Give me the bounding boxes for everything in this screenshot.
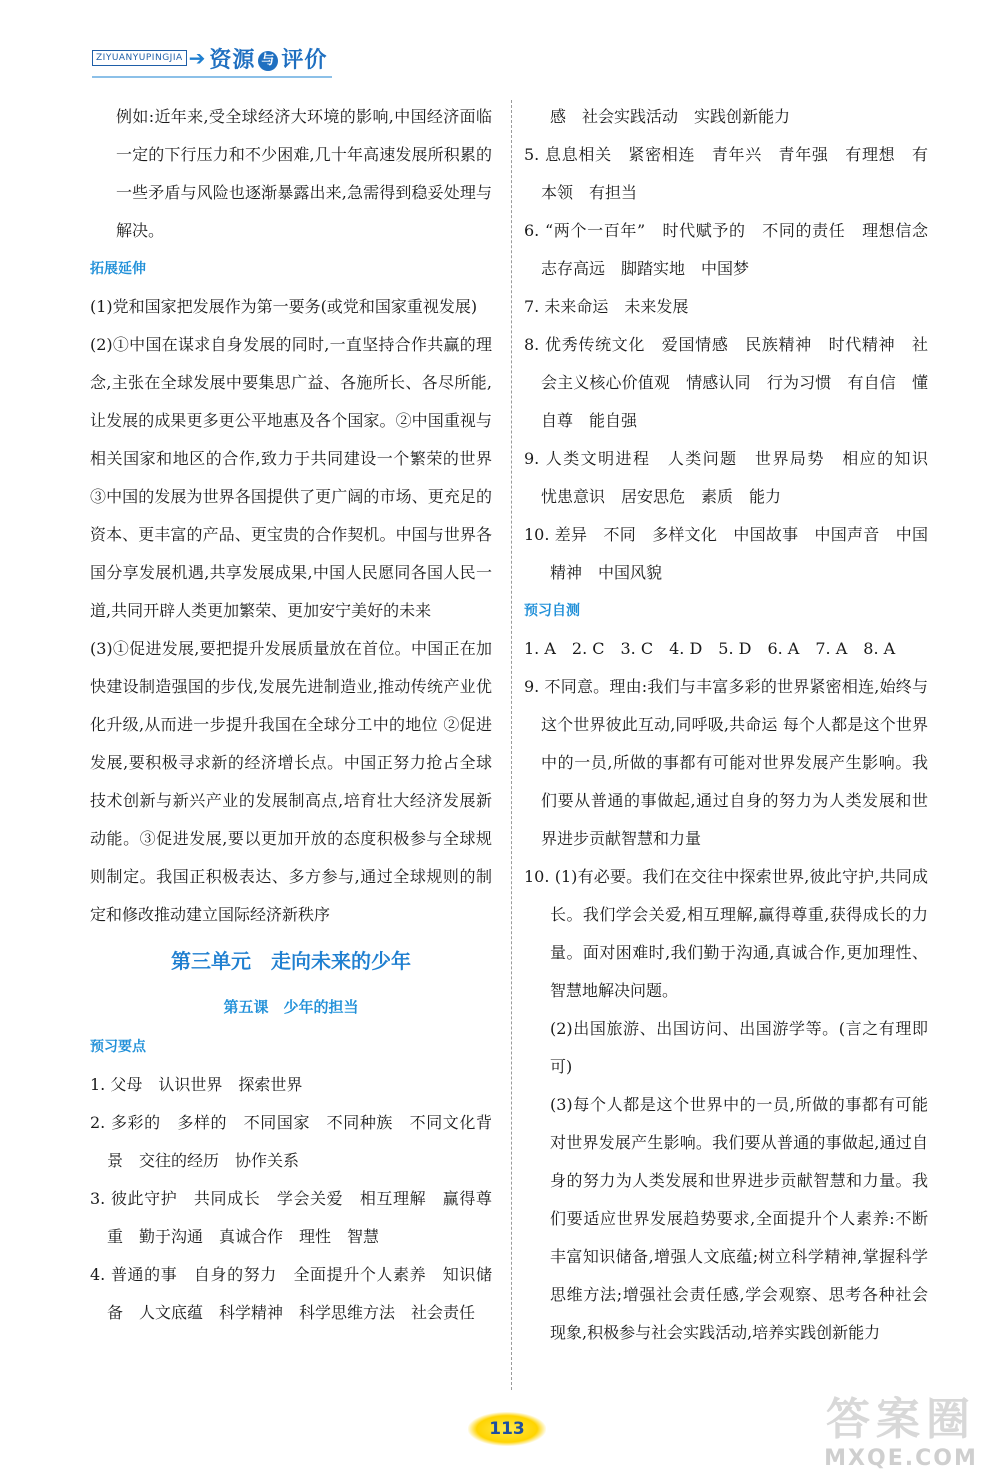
preview-item: 10. 差异 不同 多样文化 中国故事 中国声音 中国精神 中国风貌 <box>524 525 928 582</box>
answer-q10-part1: 10. (1)有必要。我们在交往中探索世界,彼此守护,共同成长。我们学会关爱,相互理解,赢得尊重,获得成长的力量。面对困难时,我们勤于沟通,真诚合作,更加理性、智慧地解决问题。 <box>524 867 928 1000</box>
header-pinyin: ZIYUANYUPINGJIA <box>92 50 187 66</box>
header-yu-badge: 与 <box>258 51 278 71</box>
choice-answers: 1. A 2. C 3. C 4. D 5. D 6. A 7. A 8. A <box>524 639 896 658</box>
extension-q1: (1)党和国家把发展作为第一要务(或党和国家重视发展) <box>90 297 478 316</box>
preview-item: 5. 息息相关 紧密相连 青年兴 青年强 有理想 有本领 有担当 <box>524 145 928 202</box>
arrow-icon: ➔ <box>188 46 206 70</box>
answer-q10-part2: (2)出国旅游、出国访问、出国游学等。(言之有理即可) <box>550 1019 928 1076</box>
preview-item-continued: 感 社会实践活动 实践创新能力 <box>550 107 791 126</box>
preview-item: 9. 人类文明进程 人类问题 世界局势 相应的知识 忧患意识 居安思危 素质 能力 <box>524 449 945 506</box>
unit-title: 第三单元 走向未来的少年 <box>171 949 411 973</box>
header-logo <box>92 38 352 78</box>
preview-item: 3. 彼此守护 共同成长 学会关爱 相互理解 赢得尊重 勤于沟通 真诚合作 理性 智慧 <box>90 1189 492 1246</box>
page-number: 113 <box>468 1412 546 1446</box>
preview-item: 8. 优秀传统文化 爱国情感 民族精神 时代精神 社会主义核心价值观 情感认同 行为习惯 有自信 懂自尊 能自强 <box>524 335 928 430</box>
right-column <box>524 98 945 1352</box>
header-title: 资源 与 评价 <box>209 47 328 73</box>
watermark-mark: 答案圈 <box>826 1394 976 1445</box>
preview-item: 1. 父母 认识世界 探索世界 <box>90 1075 303 1094</box>
extension-q2: (2)①中国在谋求自身发展的同时,一直坚持合作共赢的理念,主张在全球发展中要集思广益、各施所长、各尽所能,让发展的成果更多更公平地惠及各个国家。②中国重视与相关国家和地区的合作,致力于共同建设一个繁荣的世界 ③中国的发展为世界各国提供了更广阔的市场、更充足的资本、更丰富的产品、更宝贵的合作契机。中国与世界各国分享发展机遇,共享发展成果,中国人民愿同各国人民一道,共同开辟人类更加繁荣、更加安宁美好的未来 <box>90 335 492 620</box>
preview-points-label: 预习要点 <box>90 1039 146 1055</box>
extension-q3: (3)①促进发展,要把提升发展质量放在首位。中国正在加快建设制造强国的步伐,发展先进制造业,推动传统产业优化升级,从而进一步提升我国在全球分工中的地位 ②促进发展,要积极寻求新的经济增长点。中国正努力抢占全球技术创新与新兴产业的发展制高点,培育壮大经济发展新动能。③促进发展,要以更加开放的态度积极参与全球规则制定。我国正积极表达、多方参与,通过全球规则的制定和修改推动建立国际经济新秩序 <box>90 639 492 924</box>
extension-label: 拓展延伸 <box>90 261 146 277</box>
answer-q9: 9. 不同意。理由:我们与丰富多彩的世界紧密相连,始终与这个世界彼此互动,同呼吸,共命运 每个人都是这个世界中的一员,所做的事都有可能对世界发展产生影响。我们要从普通的事做起,通过自身的努力为人类发展和世界进步贡献智慧和力量 <box>524 677 928 848</box>
watermark-url: MXQE.COM <box>824 1446 978 1471</box>
preview-item: 6. “两个一百年” 时代赋予的 不同的责任 理想信念 志存高远 脚踏实地 中国梦 <box>524 221 945 278</box>
header-underline <box>92 76 332 78</box>
watermark-logo <box>806 1394 996 1478</box>
intro-paragraph: 例如:近年来,受全球经济大环境的影响,中国经济面临一定的下行压力和不少困难,几十年高速发展所积累的一些矛盾与风险也逐渐暴露出来,急需得到稳妥处理与解决。 <box>116 107 492 240</box>
preview-item: 4. 普通的事 自身的努力 全面提升个人素养 知识储备 人文底蕴 科学精神 科学思维方法 社会责任 <box>90 1265 492 1322</box>
self-test-label: 预习自测 <box>524 603 580 619</box>
preview-item: 2. 多彩的 多样的 不同国家 不同种族 不同文化背景 交往的经历 协作关系 <box>90 1113 492 1170</box>
preview-item: 7. 未来命运 未来发展 <box>524 297 689 316</box>
lesson-title: 第五课 少年的担当 <box>223 998 359 1016</box>
column-divider <box>511 100 513 1390</box>
left-column <box>90 98 492 1332</box>
answer-q10-part3: (3)每个人都是这个世界中的一员,所做的事都有可能对世界发展产生影响。我们要从普通的事做起,通过自身的努力为人类发展和世界进步贡献智慧和力量。我们要适应世界发展趋势要求,全面提升个人素养:不断丰富知识储备,增强人文底蕴;树立科学精神,掌握科学思维方法;增强社会责任感,学会观察、思考各种社会现象,积极参与社会实践活动,培养实践创新能力 <box>550 1095 928 1342</box>
